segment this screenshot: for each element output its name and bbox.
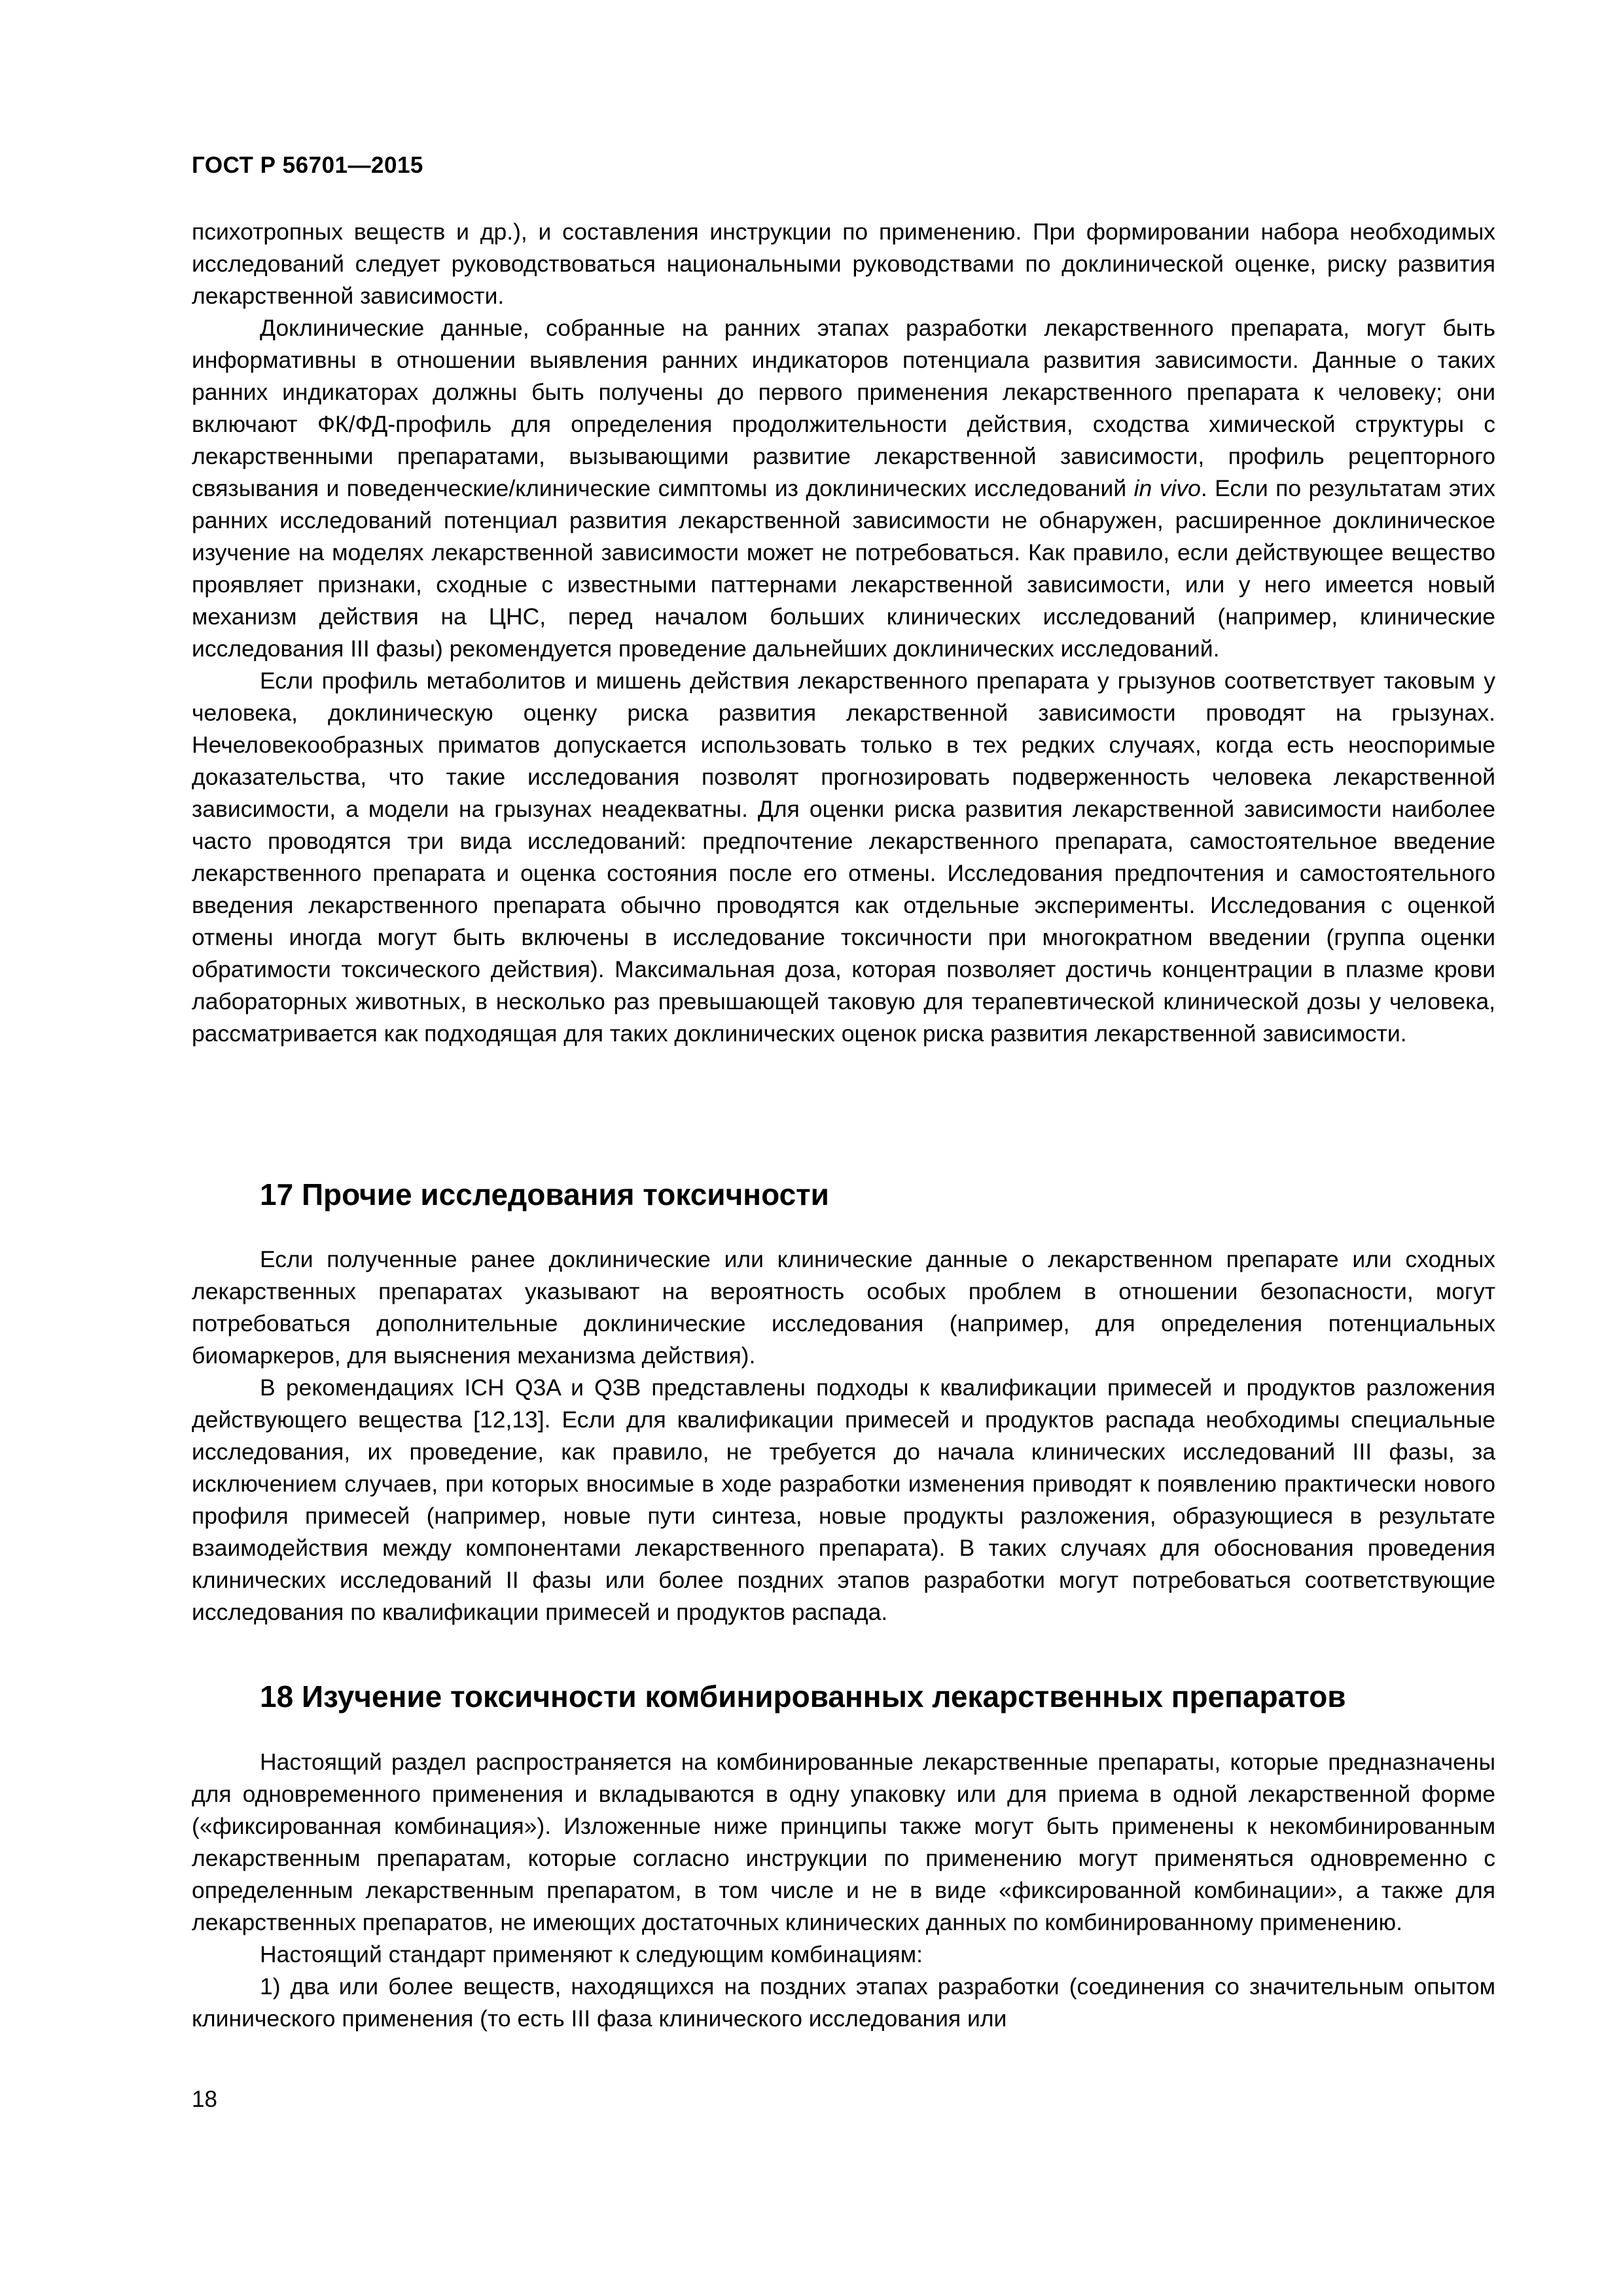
italic-term: in vivo bbox=[1133, 475, 1201, 501]
text-block-dependence bbox=[192, 216, 1495, 1050]
paragraph-text: Доклинические данные, собранные на ранних этапах разработки лекарственного препарата, могут быть информативны в отношении выявления ранних индикаторов потенциала развития зависимости. Данные о таких ранних индикаторах должны быть получены до первого применения лекарственного препарата к человеку; они включают ФК/ФД-профиль для определения продолжительности действия, сходства химической структуры с лекарственными препаратами, вызывающими развитие лекарственной зависимости, профиль рецепторного связывания и поведенческие/клинические симптомы из доклинических исследований bbox=[192, 315, 1495, 501]
paragraph: Если профиль метаболитов и мишень действия лекарственного препарата у грызунов соответствует таковым у человека, доклиническую оценку риска развития лекарственной зависимости проводят на грызунах. Нечеловекообразных приматов допускается использовать только в тех редких случаях, когда есть неоспоримые доказательства, что такие исследования позволят прогнозировать подверженность человека лекарственной зависимости, а модели на грызунах неадекватны. Для оценки риска развития лекарственной зависимости наиболее часто проводятся три вида исследований: предпочтение лекарственного препарата, самостоятельное введение лекарственного препарата и оценка состояния после его отмены. Исследования предпочтения и самостоятельного введения лекарственного препарата обычно проводятся как отдельные эксперименты. Исследования с оценкой отмены иногда могут быть включены в исследование токсичности при многократном введении (группа оценки обратимости токсического действия). Максимальная доза, которая позволяет достичь концентрации в плазме крови лабораторных животных, в несколько раз превышающей таковую для терапевтической клинической дозы у человека, рассматривается как подходящая для таких доклинических оценок риска развития лекарственной зависимости. bbox=[192, 668, 1495, 1047]
paragraph: В рекомендациях ICH Q3A и Q3B представлены подходы к квалификации примесей и продуктов разложения действующего вещества [12,13]. Если для квалификации примесей и продуктов распада необходимы специальные исследования, их проведение, как правило, не требуется до начала клинических исследований III фазы, за исключением случаев, при которых вносимые в ходе разработки изменения приводят к появлению практически нового профиля примесей (например, новые пути синтеза, новые продукты разложения, образующиеся в результате взаимодействия между компонентами лекарственного препарата). В таких случаях для обоснования проведения клинических исследований II фазы или более поздних этапов разработки могут потребоваться соответствующие исследования по квалификации примесей и продуктов распада. bbox=[192, 1374, 1495, 1625]
paragraph-text: . Если по результатам этих ранних исследований потенциал развития лекарственной зависимости не обнаружен, расширенное доклиническое изучение на моделях лекарственной зависимости может не потребоваться. Как правило, если действующее вещество проявляет признаки, сходные с известными паттернами лекарственной зависимости, или у него имеется новый механизм действия на ЦНС, перед началом больших клинических исследований (например, клинические исследования III фазы) рекомендуется проведение дальнейших доклинических исследований. bbox=[192, 475, 1495, 662]
paragraph: Настоящий стандарт применяют к следующим комбинациям: bbox=[260, 1941, 923, 1967]
text-block-section-18 bbox=[192, 1746, 1495, 2035]
section-17-heading: 17 Прочие исследования токсичности bbox=[260, 1177, 829, 1211]
paragraph: Настоящий раздел распространяется на комбинированные лекарственные препараты, которые предназначены для одновременного применения и вкладываются в одну упаковку или для приема в одной лекарственной форме («фиксированная комбинация»). Изложенные ниже принципы также могут быть применены к некомбинированным лекарственным препаратам, которые согласно инструкции по применению могут применяться одновременно с определенным лекарственным препаратом, в том числе и не в виде «фиксированной комбинации», а также для лекарственных препаратов, не имеющих достаточных клинических данных по комбинированному применению. bbox=[192, 1749, 1495, 1935]
paragraph: Если полученные ранее доклинические или клинические данные о лекарственном препарате или сходных лекарственных препаратах указывают на вероятность особых проблем в отношении безопасности, могут потребоваться дополнительные доклинические исследования (например, для определения потенциальных биомаркеров, для выяснения механизма действия). bbox=[192, 1246, 1495, 1369]
page-number: 18 bbox=[192, 2087, 217, 2112]
list-item: 1) два или более веществ, находящихся на поздних этапах разработки (соединения со значительным опытом клинического применения (то есть III фаза клинического исследования или bbox=[192, 1973, 1495, 2032]
paragraph bbox=[192, 312, 1495, 665]
text-block-section-17 bbox=[192, 1244, 1495, 1628]
section-18-heading: 18 Изучение токсичности комбинированных лекарственных препаратов bbox=[260, 1679, 1346, 1713]
standard-header: ГОСТ Р 56701—2015 bbox=[192, 152, 423, 178]
paragraph: психотропных веществ и др.), и составления инструкции по применению. При формировании набора необходимых исследований следует руководствоваться национальными руководствами по доклинической оценке, риску развития лекарственной зависимости. bbox=[192, 219, 1495, 309]
